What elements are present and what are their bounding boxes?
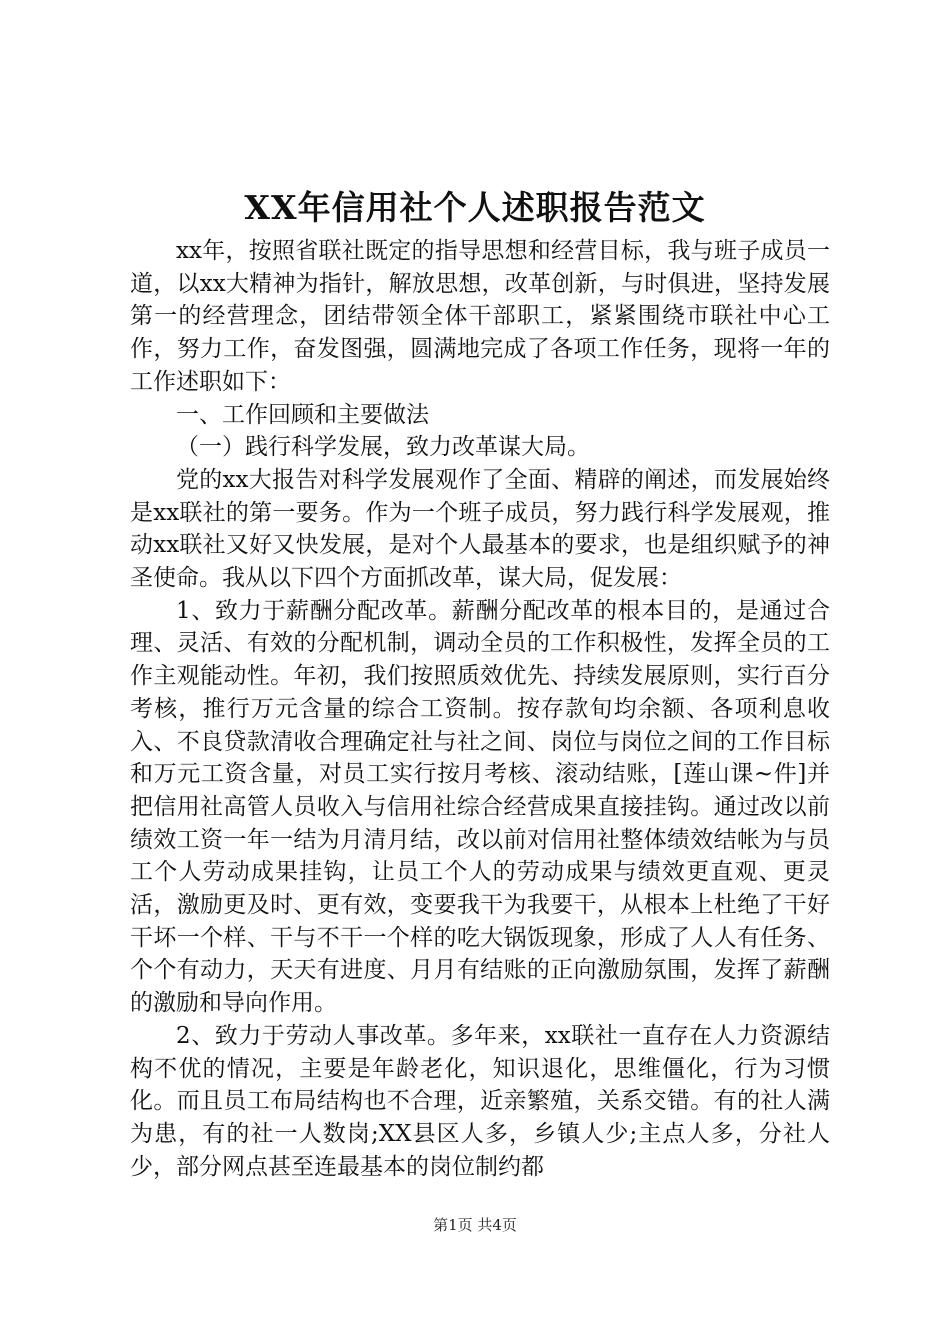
document-body	[130, 235, 830, 1183]
section-heading: 一、工作回顾和主要做法	[176, 401, 429, 428]
paragraph-intro: xx年，按照省联社既定的指导思想和经营目标，我与班子成员一道，以xx大精神为指针，解放思想，改革创新，与时俱进，坚持发展第一的经营理念，团结带领全体干部职工，紧紧围绕市联社中心工作，努力工作，奋发图强，圆满地完成了各项工作任务，现将一年的工作述职如下：	[130, 238, 830, 395]
subsection-heading: （一）践行科学发展，致力改革谋大局。	[176, 434, 590, 461]
paragraph-development: 党的xx大报告对科学发展观作了全面、精辟的阐述，而发展始终是xx联社的第一要务。作为一个班子成员，努力践行科学发展观，推动xx联社又好又快发展，是对个人最基本的要求，也是组织赋予的神圣使命。我从以下四个方面抓改革，谋大局，促发展：	[130, 466, 830, 592]
paragraph-salary-reform: 1、致力于薪酬分配改革。薪酬分配改革的根本目的，是通过合理、灵活、有效的分配机制，调动全员的工作积极性，发挥全员的工作主观能动性。年初，我们按照质效优先、持续发展原则，实行百分考核，推行万元含量的综合工资制。按存款旬均余额、各项利息收入、不良贷款清收合理确定社与社之间、岗位与岗位之间的工作目标和万元工资含量，对员工实行按月考核、滚动结账，[莲山课~件]并把信用社高管人员收入与信用社综合经营成果直接挂钩。通过改以前绩效工资一年一结为月清月结，改以前对信用社整体绩效结帐为与员工个人劳动成果挂钩，让员工个人的劳动成果与绩效更直观、更灵活，激励更及时、更有效，变要我干为我要干，从根本上杜绝了干好干坏一个样、干与不干一个样的吃大锅饭现象，形成了人人有任务、个个有动力，天天有进度、月月有结账的正向激励氛围，发挥了薪酬的激励和导向作用。	[130, 597, 830, 1017]
paragraph-personnel-reform: 2、致力于劳动人事改革。多年来，xx联社一直存在人力资源结构不优的情况，主要是年龄老化，知识退化，思维僵化，行为习惯化。而且员工布局结构也不合理，近亲繁殖，关系交错。有的社人满为患，有的社一人数岗;XX县区人多，乡镇人少;主点人多，分社人少，部分网点甚至连最基本的岗位制约都	[130, 1022, 830, 1180]
document-title: XX年信用社个人述职报告范文	[244, 188, 706, 227]
page-number-footer: 第1页 共4页	[433, 1216, 517, 1234]
